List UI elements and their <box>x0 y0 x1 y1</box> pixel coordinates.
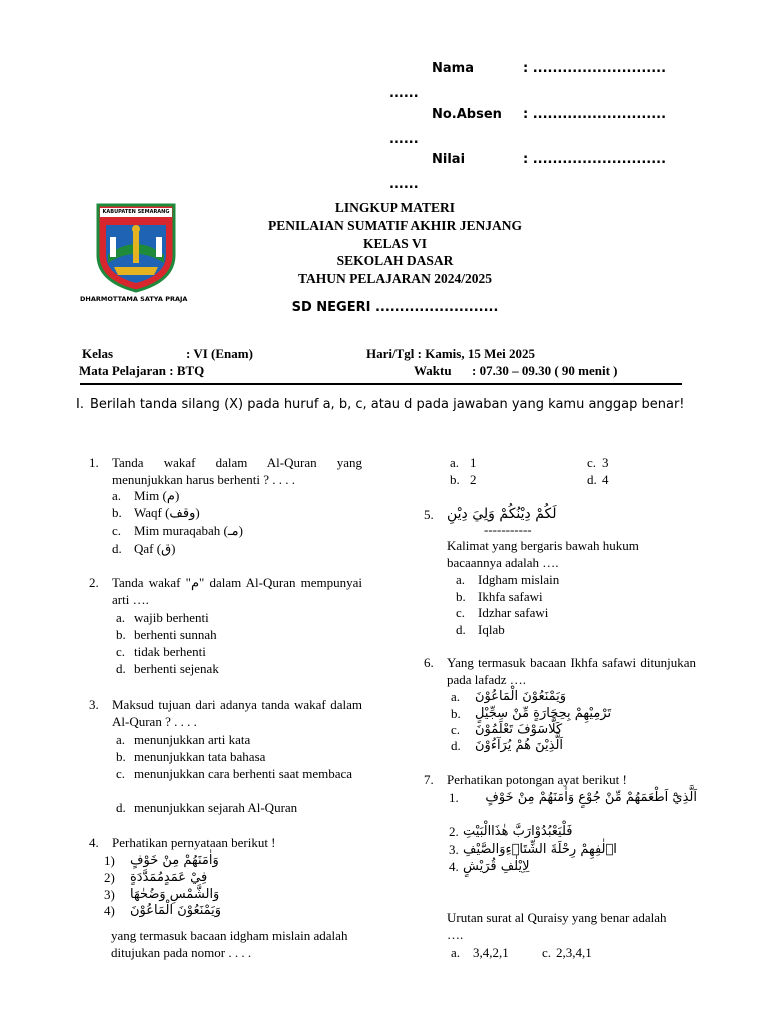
option-arabic: وَيَمْنَعُوْنَ الْمَاعُوْنَ <box>475 689 567 704</box>
option-text: Idzhar safawi <box>478 605 549 620</box>
question-6 <box>424 654 696 688</box>
hari-tanggal: Hari/Tgl : Kamis, 15 Mei 2025 <box>366 346 535 361</box>
option-text: 2,3,4,1 <box>556 945 592 960</box>
ayat-number: 4. <box>449 859 459 874</box>
statement-number: 2) <box>104 870 115 885</box>
option-arabic: تَرْمِيْهِمْ بِحِجَارَةٍ مِّنْ سِجِّيْلٍ <box>475 706 612 721</box>
option-letter: d. <box>112 541 122 556</box>
option-text: berhenti sunnah <box>134 627 217 642</box>
statement-arabic: وَيَمْنَعُوْنَ الْمَاعُوْنَ <box>130 903 222 918</box>
option-letter: d. <box>587 472 597 487</box>
question-3 <box>89 696 362 730</box>
option-text: menunjukkan arti kata <box>134 732 251 747</box>
option-letter: b. <box>116 749 126 764</box>
option-letter: d. <box>116 661 126 676</box>
question-1 <box>89 454 362 488</box>
ayat-number: 2. <box>449 824 459 839</box>
title-line-3: KELAS VI <box>363 236 427 251</box>
option-text: Waqf (وقف) <box>134 505 200 520</box>
option-text: berhenti sejenak <box>134 661 219 676</box>
option-text: Ikhfa safawi <box>478 589 543 604</box>
field-value: : ........................... <box>523 152 667 167</box>
question-text: Perhatikan potongan ayat berikut ! <box>447 772 627 787</box>
instruction-number: I. <box>76 397 84 412</box>
statement-arabic: فِيْ عَمَدٍمُمَدَّدَةٍ <box>130 870 208 885</box>
option-text: 2 <box>470 472 477 487</box>
field-label: Nilai <box>432 152 466 167</box>
kelas-label: Kelas <box>82 346 114 361</box>
option-text: Iqlab <box>478 622 505 637</box>
ayat-arabic: فَلْيَعْبُدُوْارَبَّ هٰذَاالْبَيْتِ <box>463 824 573 839</box>
header-divider <box>80 383 682 385</box>
question-text: Tanda wakaf dalam Al-Quran yang menunjukkan harus berhenti ? . . . . <box>112 455 362 487</box>
statement-number: 1) <box>104 853 115 868</box>
underline-dashes: ----------- <box>484 522 532 537</box>
option-text: Mim (م) <box>134 488 180 503</box>
field-continuation: ...... <box>389 86 419 101</box>
regency-logo <box>80 203 192 305</box>
statement-arabic: وَالشَّمْسِ وَضُحٰهَا <box>130 887 220 902</box>
question-7 <box>424 771 696 788</box>
option-letter: a. <box>116 732 126 747</box>
logo-motto: DHARMOTTAMA SATYA PRAJA <box>80 295 188 303</box>
question-number: 5. <box>424 507 434 522</box>
option-letter: a. <box>456 572 466 587</box>
field-label: No.Absen <box>432 107 502 122</box>
option-letter: a. <box>112 488 122 503</box>
option-letter: b. <box>112 505 122 520</box>
statement-number: 3) <box>104 887 115 902</box>
ayat-arabic: لِاِيْلٰفِ قُرَيْشٍ <box>463 859 530 874</box>
option-letter: d. <box>116 800 126 815</box>
question-2 <box>89 574 362 608</box>
option-text: Qaf (ق) <box>134 541 176 556</box>
question-text: Yang termasuk bacaan Ikhfa safawi ditunjukan pada lafadz …. <box>447 655 696 687</box>
question-number: 3. <box>89 697 99 712</box>
option-text: menunjukkan tata bahasa <box>134 749 266 764</box>
question-5 <box>424 506 696 526</box>
logo-banner: KABUPATEN SEMARANG <box>102 209 170 215</box>
option-text: menunjukkan cara berhenti saat membaca <box>134 766 353 781</box>
option-text: Idgham mislain <box>478 572 560 587</box>
question-number: 2. <box>89 575 99 590</box>
option-letter: d. <box>451 738 461 753</box>
option-arabic: اَلَّذِيْنَ هُمْ يُرَآءُوْنَ <box>475 738 564 753</box>
option-letter: b. <box>450 472 460 487</box>
option-letter: c. <box>451 722 461 737</box>
option-text: menunjukkan sejarah Al-Quran <box>134 800 298 815</box>
option-text: 4 <box>602 472 609 487</box>
option-text: wajib berhenti <box>134 610 209 625</box>
question-text: Perhatikan pernyataan berikut ! <box>112 835 276 850</box>
option-letter: c. <box>456 605 466 620</box>
field-nama[interactable] <box>0 61 768 79</box>
question-5-text: Kalimat yang bergaris bawah hukum bacaannya adalah …. <box>447 538 639 570</box>
option-letter: b. <box>456 589 466 604</box>
option-letter: a. <box>116 610 126 625</box>
option-text: 3,4,2,1 <box>473 945 509 960</box>
option-letter: b. <box>116 627 126 642</box>
question-number: 7. <box>424 772 434 787</box>
field-value: : ........................... <box>523 107 667 122</box>
option-letter: c. <box>116 644 126 659</box>
statement-number: 4) <box>104 903 115 918</box>
option-letter: c. <box>112 523 122 538</box>
school-name: SD NEGERI ......................... <box>291 300 499 315</box>
title-line-4: SEKOLAH DASAR <box>336 253 454 268</box>
option-letter: c. <box>116 766 126 781</box>
ayat-number: 3. <box>449 842 459 857</box>
instruction-text: Berilah tanda silang (X) pada huruf a, b, c, atau d pada jawaban yang kamu anggap benar! <box>90 397 685 412</box>
option-letter: c. <box>542 945 552 960</box>
question-text: Maksud tujuan dari adanya tanda wakaf dalam Al-Quran ? . . . . <box>112 697 362 729</box>
field-value: : ........................... <box>523 61 667 76</box>
title-line-2: PENILAIAN SUMATIF AKHIR JENJANG <box>268 218 522 233</box>
question-4-tail: yang termasuk bacaan idgham mislain adalah ditujukan pada nomor . . . . <box>111 928 348 960</box>
option-letter: a. <box>451 945 461 960</box>
field-label: Nama <box>432 61 474 76</box>
option-text: 3 <box>602 455 609 470</box>
question-number: 4. <box>89 835 99 850</box>
mata-pelajaran: Mata Pelajaran : BTQ <box>79 363 205 378</box>
waktu-label: Waktu <box>414 363 452 378</box>
ayat-arabic: اَلَّذِيْٓ اَطْعَمَهُمْ مِّنْ جُوْعٍ وَاٰمَنَهُمْ مِنْ خَوْفٍ <box>485 790 697 805</box>
option-letter: b. <box>451 706 461 721</box>
option-letter: a. <box>450 455 460 470</box>
option-3c[interactable] <box>116 765 362 799</box>
kelas-value: : VI (Enam) <box>186 346 253 361</box>
question-4 <box>89 834 362 851</box>
ayat-number: 1. <box>449 790 459 805</box>
ayat-arabic: اٖلٰفِهِمْ رِحْلَةَ الشِّتَاۤءِوَالصَّيْفِ <box>463 842 617 857</box>
option-text: 1 <box>470 455 477 470</box>
waktu-value: : 07.30 – 09.30 ( 90 menit ) <box>472 363 618 378</box>
question-text: Tanda wakaf "م" dalam Al-Quran mempunyai arti …. <box>112 575 362 607</box>
field-no-absen[interactable] <box>0 107 768 125</box>
option-letter: d. <box>456 622 466 637</box>
question-arabic: لَكُمْ دِيْنُكُمْ وَلِيَ دِيْنِ <box>447 506 557 522</box>
title-line-5: TAHUN PELAJARAN 2024/2025 <box>297 271 492 286</box>
question-7-tail: Urutan surat al Quraisy yang benar adalah …. <box>447 910 667 942</box>
option-text: tidak berhenti <box>134 644 206 659</box>
option-letter: a. <box>451 689 461 704</box>
option-letter: c. <box>587 455 597 470</box>
question-number: 6. <box>424 655 434 670</box>
field-continuation: ...... <box>389 132 419 147</box>
question-number: 1. <box>89 455 99 470</box>
statement-arabic: وَاٰمَنَهُمْ مِنْ خَوْفٍ <box>130 853 219 868</box>
field-continuation: ...... <box>389 177 419 192</box>
field-nilai[interactable] <box>0 152 768 170</box>
option-text: Mim muraqabah (مـ) <box>134 523 243 538</box>
logo-shield-icon <box>80 203 192 305</box>
title-line-1: LINGKUP MATERI <box>334 200 456 215</box>
option-arabic: كَلَّاسَوْفَ تَعْلَمُوْنَ <box>475 722 563 737</box>
